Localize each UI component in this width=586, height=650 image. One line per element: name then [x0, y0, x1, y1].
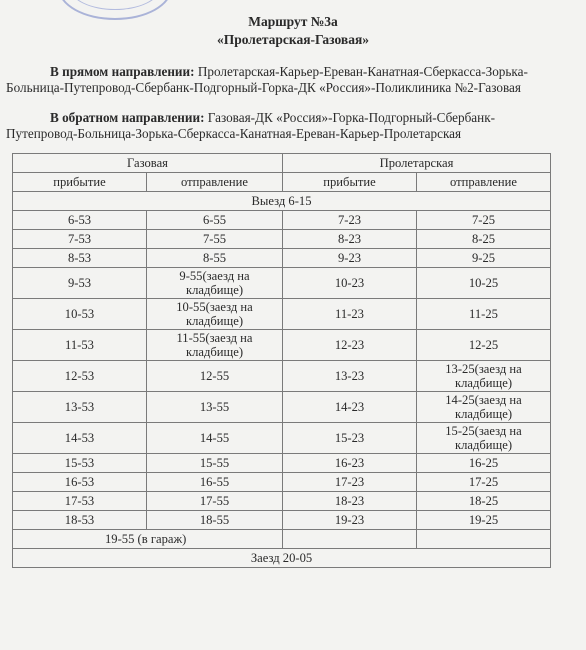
time-cell: 16-53	[13, 473, 147, 492]
time-cell: 8-23	[283, 230, 417, 249]
time-cell: 17-23	[283, 473, 417, 492]
table-row	[13, 361, 551, 392]
time-cell: 15-53	[13, 454, 147, 473]
header-stops-row	[13, 154, 551, 173]
time-cell: 14-53	[13, 423, 147, 454]
forward-label: В прямом направлении:	[50, 64, 195, 79]
schedule-table	[12, 153, 551, 568]
time-cell: 7-55	[147, 230, 283, 249]
time-cell: 17-25	[417, 473, 551, 492]
time-cell: 11-53	[13, 330, 147, 361]
table-row	[13, 511, 551, 530]
time-cell: 13-53	[13, 392, 147, 423]
forward-direction	[6, 64, 566, 96]
table-row	[13, 492, 551, 511]
time-cell: 15-23	[283, 423, 417, 454]
time-cell: 18-25	[417, 492, 551, 511]
time-cell: 10-55(заезд на кладбище)	[147, 299, 283, 330]
reverse-direction	[6, 110, 566, 142]
time-cell: 8-53	[13, 249, 147, 268]
time-cell: 16-23	[283, 454, 417, 473]
time-cell: 14-23	[283, 392, 417, 423]
garage-time: 19-55 (в гараж)	[13, 530, 283, 549]
reverse-stops-line1: Газовая-ДК «Россия»-Горка-Подгорный-Сбербанк-	[204, 110, 496, 125]
time-cell: 8-55	[147, 249, 283, 268]
time-cell: 7-53	[13, 230, 147, 249]
time-cell: 19-25	[417, 511, 551, 530]
time-cell: 17-53	[13, 492, 147, 511]
header-arrival-b: прибытие	[283, 173, 417, 192]
time-cell: 12-53	[13, 361, 147, 392]
garage-empty-cell	[417, 530, 551, 549]
time-cell: 16-25	[417, 454, 551, 473]
time-cell: 11-25	[417, 299, 551, 330]
table-row	[13, 454, 551, 473]
time-cell: 13-23	[283, 361, 417, 392]
garage-row	[13, 530, 551, 549]
exit-time: Выезд 6-15	[13, 192, 551, 211]
header-columns-row	[13, 173, 551, 192]
time-cell: 7-25	[417, 211, 551, 230]
time-cell: 10-25	[417, 268, 551, 299]
table-row	[13, 392, 551, 423]
time-cell: 6-53	[13, 211, 147, 230]
route-name: «Пролетарская-Газовая»	[216, 32, 370, 47]
time-cell: 14-55	[147, 423, 283, 454]
time-cell: 11-55(заезд на кладбище)	[147, 330, 283, 361]
time-cell: 12-23	[283, 330, 417, 361]
reverse-stops-line2: Путепровод-Больница-Зорька-Сберкасса-Канатная-Ереван-Карьер-Пролетарская	[6, 126, 462, 141]
time-cell: 13-55	[147, 392, 283, 423]
reverse-label: В обратном направлении:	[50, 110, 205, 125]
time-cell: 9-23	[283, 249, 417, 268]
table-row	[13, 211, 551, 230]
table-row	[13, 268, 551, 299]
time-cell: 8-25	[417, 230, 551, 249]
table-row	[13, 299, 551, 330]
header-departure-a: отправление	[147, 173, 283, 192]
table-row	[13, 423, 551, 454]
time-cell: 6-55	[147, 211, 283, 230]
route-number: Маршрут №3а	[248, 14, 338, 29]
time-cell: 19-23	[283, 511, 417, 530]
header-stop-b: Пролетарская	[283, 154, 551, 173]
time-cell: 9-55(заезд на кладбище)	[147, 268, 283, 299]
time-cell: 13-25(заезд на кладбище)	[417, 361, 551, 392]
exit-row	[13, 192, 551, 211]
header-stop-a: Газовая	[13, 154, 283, 173]
header-departure-b: отправление	[417, 173, 551, 192]
forward-stops-line1: Пролетарская-Карьер-Ереван-Канатная-Сберкасса-Зорька-	[194, 64, 528, 79]
time-cell: 9-25	[417, 249, 551, 268]
time-cell: 14-25(заезд на кладбище)	[417, 392, 551, 423]
time-cell: 9-53	[13, 268, 147, 299]
time-cell: 12-55	[147, 361, 283, 392]
time-cell: 10-23	[283, 268, 417, 299]
time-cell: 10-53	[13, 299, 147, 330]
time-cell: 18-23	[283, 492, 417, 511]
return-time: Заезд 20-05	[13, 549, 551, 568]
table-row	[13, 230, 551, 249]
time-cell: 16-55	[147, 473, 283, 492]
garage-empty-cell	[283, 530, 417, 549]
forward-stops-line2: Больница-Путепровод-Сбербанк-Подгорный-Горка-ДК «Россия»-Поликлиника №2-Газовая	[6, 80, 521, 95]
time-cell: 15-25(заезд на кладбище)	[417, 423, 551, 454]
header-arrival-a: прибытие	[13, 173, 147, 192]
time-cell: 11-23	[283, 299, 417, 330]
time-cell: 12-25	[417, 330, 551, 361]
time-cell: 7-23	[283, 211, 417, 230]
time-cell: 18-53	[13, 511, 147, 530]
time-cell: 17-55	[147, 492, 283, 511]
table-row	[13, 473, 551, 492]
time-cell: 18-55	[147, 511, 283, 530]
table-row	[13, 249, 551, 268]
time-cell: 15-55	[147, 454, 283, 473]
return-row	[13, 549, 551, 568]
table-row	[13, 330, 551, 361]
